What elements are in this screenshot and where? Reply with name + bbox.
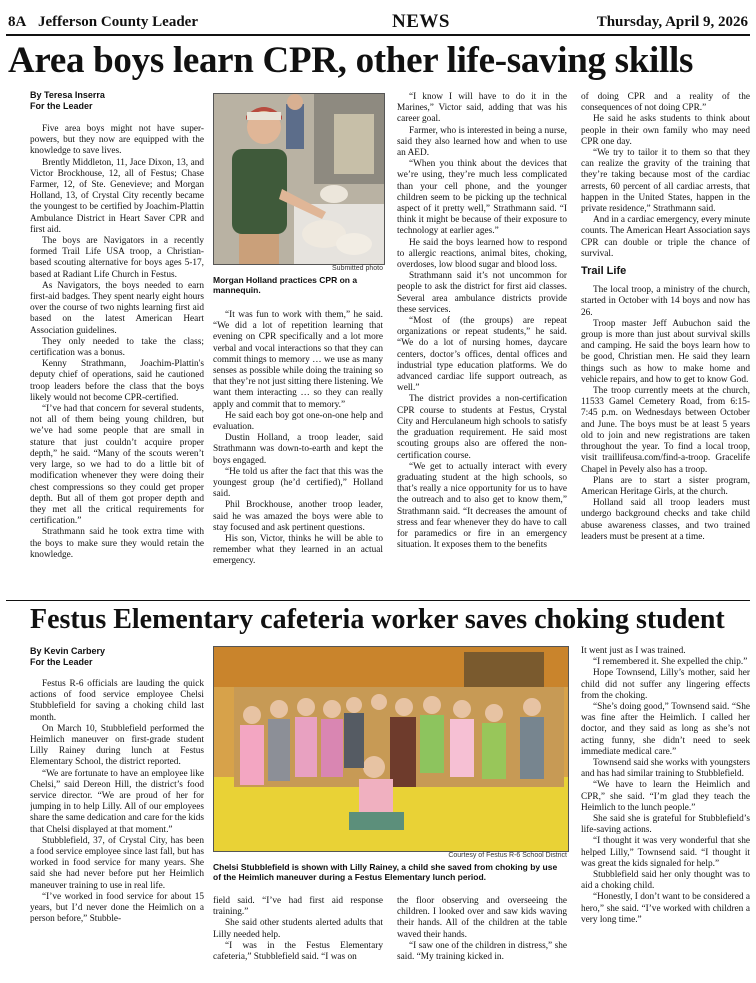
paragraph: “I was in the Festus Elementary cafeteria,” Stubblefield said. “I was on — [213, 940, 383, 963]
paragraph: field said. “I’ve had first aid response training.” — [213, 896, 383, 918]
cafeteria-group-photo — [214, 647, 568, 851]
article1-column-3 — [397, 92, 567, 596]
article2-column-2 — [213, 896, 383, 981]
article1-column-4 — [581, 92, 750, 596]
paragraph: “I thought it was very wonderful that she helped Lilly,” Townsend said. “I thought it was great the kids signaled for help.” — [581, 836, 750, 869]
paragraph: Brently Middleton, 11, Jace Dixon, 13, and Victor Brockhouse, 12, all of Festus; Chase Farmer, 12, of Ste. Genevieve; and Morgan Holland, 13, of Crystal City recently became the youngest to be certified by Joachim-Plattin Ambulance District in Heart Saver CPR and first aid. — [30, 157, 204, 235]
paragraph: Kenny Strathmann, Joachim-Plattin's deputy chief of operations, said he cautioned troop leaders before the class that the boys likely would not become CPR-certified. — [30, 359, 204, 403]
paragraph: Stubblefield said her only thought was to aid a choking child. — [581, 870, 750, 892]
paragraph: She said she is grateful for Stubblefield’s life-saving actions. — [581, 814, 750, 836]
article2-column-3 — [397, 896, 567, 981]
paragraph: “We try to tailor it to them so that they can realize the gravity of the training that they’re taking because most of the cardiac arrests, 60 percent of all cardiac arrests, that happen in the United States, happen in the private residence,” Strathmann said. — [581, 148, 750, 215]
page-number: 8A — [8, 14, 27, 30]
article2-byline-org: For the Leader — [30, 657, 93, 667]
article1-photo-credit: Submitted photo — [332, 265, 383, 272]
article2-column-4 — [581, 646, 750, 981]
article1-column-2 — [213, 310, 383, 596]
paragraph: “We have to learn the Heimlich and CPR,” she said. “I’m glad they teach the Heimlich to the lunch people.” — [581, 780, 750, 813]
paragraph: As Navigators, the boys needed to earn first-aid badges. They spent nearly eight hours over the course of two nights learning first aid based on the latest American Heart Association guidelines. — [30, 280, 204, 336]
publication-name: Jefferson County Leader — [38, 14, 198, 30]
paragraph: “When you think about the devices that we’re using, they’re much less complicated than your cell phone, and the younger children seem to be picking up the technical aspect of it pretty well,” Strathmann said. “I think it might be because of their exposure to technology at earlier ages.” — [397, 159, 567, 237]
paragraph: “I know I will have to do it in the Marines,” Victor said, adding that was his career goal. — [397, 92, 567, 125]
paragraph: It went just as I was trained. — [581, 646, 686, 656]
paragraph: They only needed to take the class; certification was a bonus. — [30, 336, 204, 359]
paragraph: “It was fun to work with them,” he said. “We did a lot of repetition learning that evening on CPR specifically and a lot more verbal and vocal interactions so that they can commit things to memory … we use as many senses as possible while doing the training so that they’re not just sitting there listening. We want them interacting … so they can really apply and commit that to memory.” — [213, 310, 383, 410]
paragraph: “Honestly, I don’t want to be considered a hero,” she said. “I’ve worked with children a very long time.” — [581, 892, 750, 925]
paragraph: Townsend said she works with youngsters and has had similar training to Stubblefield. — [581, 758, 750, 780]
paragraph: “I’ve worked in food service for about 15 years, but I’d never done the Heimlich on a person before,” Stubble- — [30, 891, 204, 925]
article2-column-1 — [30, 679, 204, 981]
article2-photo-caption: Chelsi Stubblefield is shown with Lilly Rainey, a child she saved from choking by use of the Heimlich maneuver during a Festus Elementary lunch period. — [213, 862, 558, 882]
paragraph: He said each boy got one-on-one help and evaluation. — [213, 410, 383, 433]
article1-byline-org: For the Leader — [30, 101, 93, 111]
paragraph: The troop currently meets at the church, 11533 Gamel Cemetery Road, from 6:15-7:45 p.m. on Wednesdays between October and June. The boys must be at least 5 years old to join and new registrations are taken throughout the year. To find a local troop, visit traillifeusa.com/find-a-troop. Gracelife Chapel in Pevely also has a troop. — [581, 386, 750, 475]
header-rule — [6, 34, 750, 36]
paragraph: Phil Brockhouse, another troop leader, said he was amazed the boys were able to stay focused and ask pertinent questions. — [213, 500, 383, 533]
paragraph: Strathmann said he took extra time with the boys to make sure they would retain the knowledge. — [30, 527, 204, 560]
paragraph: On March 10, Stubblefield performed the Heimlich maneuver on first-grade student Lilly Rainey during lunch at Festus Elementary School, the district reported. — [30, 723, 204, 768]
article2-byline: By Kevin Carbery — [30, 646, 106, 656]
article1-column-1 — [30, 124, 204, 596]
paragraph: of doing CPR and a reality of the consequences of not doing CPR.” — [581, 92, 750, 114]
paragraph: His son, Victor, thinks he will be able to remember what they learned in an actual emergency. — [213, 534, 383, 567]
paragraph: And in a cardiac emergency, every minute counts. The American Heart Association says CPR can double or triple the chance of survival. — [581, 215, 750, 259]
article2-byline-block — [30, 646, 204, 668]
paragraph: Strathmann said it’s not uncommon for people to ask the district for first aid classes. Several area ambulance districts provide these services. — [397, 271, 567, 315]
cpr-training-photo — [214, 94, 384, 264]
paragraph: The boys are Navigators in a recently formed Trail Life USA troop, a Christian-based scouting alternative for boys ages 5-17, based at Radiant Life Church in Festus. — [30, 236, 204, 280]
article2-headline: Festus Elementary cafeteria worker saves choking student — [30, 604, 725, 635]
section-name: NEWS — [392, 11, 450, 32]
article1-photo — [213, 93, 385, 265]
issue-date: Thursday, April 9, 2026 — [596, 14, 748, 30]
paragraph: “We are fortunate to have an employee like Chelsi,” said Dereon Hill, the district’s food service director. “We are proud of her for jumping in to help Lilly. All of our employees share the same dedication and care for the kids that Chelsi displayed at that moment.” — [30, 768, 204, 835]
paragraph: Dustin Holland, a troop leader, said Strathmann was down-to-earth and kept the boys engaged. — [213, 433, 383, 466]
article2-photo — [213, 646, 569, 852]
paragraph: Troop master Jeff Aubuchon said the group is more than just about survival skills and camping. He said the boys learn how to be good, Christian men. He said they learn things such as how to make home and vehicle repairs, and how to get to know God. — [581, 318, 750, 385]
article1-subhead: Trail Life — [581, 265, 627, 278]
paragraph: The local troop, a ministry of the church, started in October with 14 boys and now has 26. — [581, 285, 750, 318]
paragraph: “He told us after the fact that this was the youngest group (he’d certified),” Holland said. — [213, 466, 383, 500]
paragraph: “I saw one of the children in distress,” she said. “My training kicked in. — [397, 940, 567, 963]
article1-byline-block — [30, 90, 204, 112]
paragraph: “I’ve had that concern for several students, not all of them being young children, but we’ve had some people that are small in stature that just couldn’t acquire proper depth,” he said. “Many of the scouts weren’t very large, so we had to do a little bit of modification whenever they were doing their chest compressions so they could get proper depth. But all of them got proper depth and they met all the critical requirements for certification.” — [30, 404, 204, 527]
paragraph: Holland said all troop leaders must undergo background checks and take child abuse awareness classes, and two trained leaders must be present at a time. — [581, 498, 750, 542]
paragraph: “She’s doing good,” Townsend said. “She was fine after the Heimlich. I called her doctor, and they said as long as she’s not acting funny, she didn’t need to seek immediate medical care.” — [581, 702, 750, 757]
paragraph: Hope Townsend, Lilly’s mother, said her child did not suffer any lingering effects from the choking. — [581, 668, 750, 701]
paragraph: “We get to actually interact with every graduating student at the high schools, so that’s really a nice opportunity for us to have the outreach and to also get to know them,” Strathmann said. “It decreases the amount of stress and fear whenever they do have to call for paramedics or fire in an emergency situation. It exposes them to the benefits — [397, 461, 567, 551]
paragraph: Stubblefield, 37, of Crystal City, has been a food service employee since last fall, but has worked in food service for many years. She said she had never before put her Heimlich maneuver training to use in real life. — [30, 835, 204, 891]
article-divider — [6, 600, 750, 601]
paragraph: Five area boys might not have super-powers, but they now are equipped with the knowledge to save lives. — [30, 124, 204, 157]
paragraph: “Most of (the groups) are repeat organizations or repeat students,” he said. “We do a lot of nursing homes, daycare centers, doctor’s offices, dental offices and industrial type education platforms. We do advanced cardiac life support outreach, as well.” — [397, 316, 567, 394]
paragraph: He said the boys learned how to respond to allergic reactions, animal bites, choking, overdoses, low blood sugar and blood loss. — [397, 237, 567, 271]
article1-byline: By Teresa Inserra — [30, 90, 105, 100]
paragraph: Festus R-6 officials are lauding the quick actions of food service employee Chelsi Stubblefield for saving a choking child last month. — [30, 679, 204, 723]
article2-photo-credit: Courtesy of Festus R-6 School District — [448, 852, 567, 859]
page-header — [8, 8, 748, 34]
paragraph: He said he asks students to think about people in their own family who may need CPR one day. — [581, 114, 750, 147]
paragraph: She said other students alerted adults that Lilly needed help. — [213, 918, 383, 940]
paragraph: “I remembered it. She expelled the chip.” — [593, 657, 748, 668]
paragraph: The district provides a non-certification CPR course to students at Festus, Crystal City and Herculaneum high schools to satisfy the graduation requirement. He said most scouting groups also are offered the non-certification course. — [397, 394, 567, 461]
paragraph: Farmer, who is interested in being a nurse, said they also learned how and when to use an AED. — [397, 125, 567, 159]
article1-photo-caption: Morgan Holland practices CPR on a mannequin. — [213, 275, 358, 295]
paragraph: the floor observing and overseeing the children. I looked over and saw kids waving their hands. All of the children at the table waved their hands. — [397, 896, 567, 940]
article1-headline: Area boys learn CPR, other life-saving skills — [8, 40, 694, 81]
paragraph: Plans are to start a sister program, American Heritage Girls, at the church. — [581, 475, 750, 497]
